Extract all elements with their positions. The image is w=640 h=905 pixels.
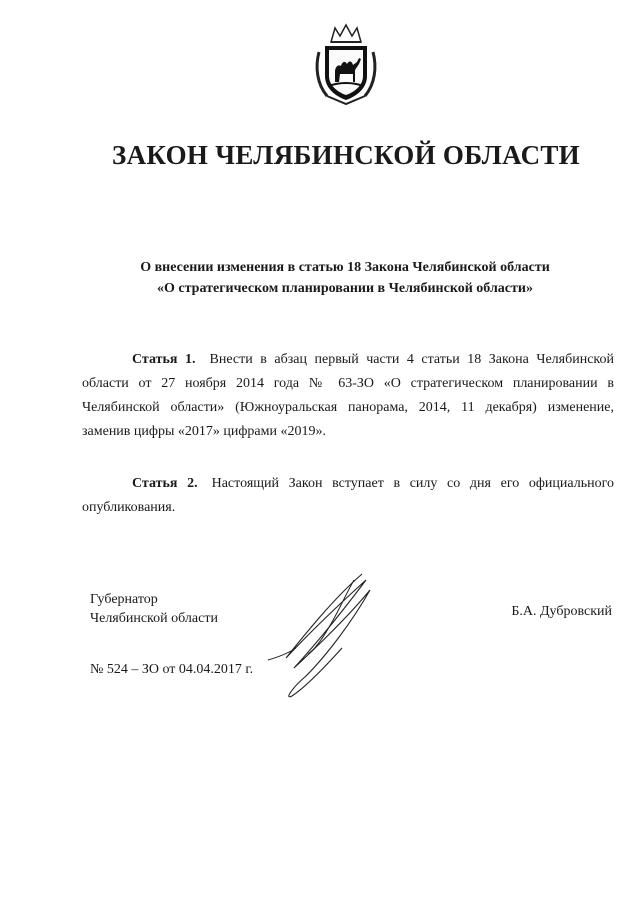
- law-title: ЗАКОН ЧЕЛЯБИНСКОЙ ОБЛАСТИ: [112, 140, 580, 170]
- article-1-label: Статья 1.: [132, 352, 196, 367]
- signatory-title-line-2: Челябинской области: [90, 611, 218, 626]
- signatory-title: [90, 590, 218, 628]
- chelyabinsk-coat-of-arms-icon: [313, 22, 379, 106]
- article-1: [82, 348, 614, 444]
- law-subtitle: [120, 257, 570, 299]
- subtitle-line-2: «О стратегическом планировании в Челябинской области»: [157, 281, 533, 296]
- article-2: [82, 472, 614, 520]
- article-2-text: Настоящий Закон вступает в силу со дня его официального опубликования.: [82, 476, 614, 515]
- handwritten-signature: [262, 560, 382, 705]
- signatory-name: Б.А. Дубровский: [511, 604, 612, 619]
- signatory-title-line-1: Губернатор: [90, 592, 158, 607]
- subtitle-line-1: О внесении изменения в статью 18 Закона Челябинской области: [140, 260, 550, 275]
- article-1-text: Внести в абзац первый части 4 статьи 18 Закона Челябинской области от 27 ноября 2014 года № 63-ЗО «О стратегическом планировании в Челябинской области» (Южноуральская панорама, 2014, 11 декабря) изменение, заменив цифры «2017» цифрами «2019».: [82, 352, 614, 439]
- document-number: № 524 – ЗО от 04.04.2017 г.: [90, 662, 254, 677]
- article-2-label: Статья 2.: [132, 476, 198, 491]
